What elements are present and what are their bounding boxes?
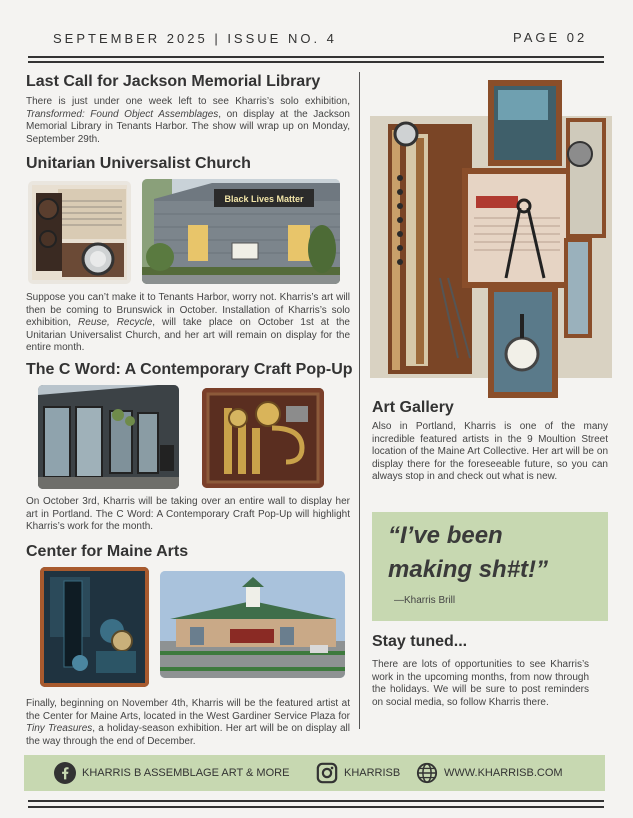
clock-assemblage-photo — [28, 181, 131, 284]
center-for-maine-arts-photo — [160, 571, 345, 678]
steampunk-assemblage-photo — [202, 388, 324, 488]
uu-paragraph: Suppose you can’t make it to Tenants Harbor, worry not. Kharris’s art will then be coming to Brunswick in October. Installation of Kharris’s solo exhibition, Reuse, Recycle, will take place on October 1st at the Unitarian Universalist Church, and her art will remain on display for the entire month. — [26, 292, 350, 354]
facebook-label: KHARRIS B ASSEMBLAGE ART & MORE — [82, 767, 290, 779]
website-link[interactable] — [416, 762, 563, 784]
quote-attribution: —Kharris Brill — [394, 595, 456, 606]
library-paragraph: There is just under one week left to see Kharris’s solo exhibition, Transformed: Found Object Assemblages, on display at the Jackson Memorial Library in Tenants Harbor. The show will wrap up on Monday, September 29th. — [26, 96, 350, 145]
blue-assemblage-photo — [40, 567, 149, 687]
stay-heading: Stay tuned... — [372, 633, 468, 650]
uu-church-photo — [142, 179, 340, 284]
facebook-icon — [54, 762, 76, 784]
quote-line-2: making sh#t!” — [388, 556, 549, 583]
gallery-paragraph: Also in Portland, Kharris is one of the many incredible featured artists in the 9 Moultion Street location of the Maine Art Collective. Her art will be on display there for the foreseeable future, so you can always stop in and check out what is new. — [372, 421, 608, 483]
gallery-heading: Art Gallery — [372, 399, 454, 416]
column-divider — [359, 72, 360, 729]
library-heading: Last Call for Jackson Memorial Library — [26, 73, 321, 90]
uu-heading: Unitarian Universalist Church — [26, 155, 251, 172]
instagram-label: KHARRISB — [344, 767, 401, 779]
globe-icon — [416, 762, 438, 784]
footer-rule-top — [28, 800, 604, 802]
instagram-icon — [316, 762, 338, 784]
cword-heading: The C Word: A Contemporary Craft Pop-Up — [26, 361, 353, 378]
blm-sign-text: Black Lives Matter — [224, 194, 304, 204]
storefront-photo — [38, 385, 179, 489]
footer-rule-bottom — [28, 806, 604, 808]
header-rule-bottom — [28, 61, 604, 63]
cma-paragraph: Finally, beginning on November 4th, Kharris will be the featured artist at the Center for Maine Arts, located in the West Gardiner Service Plaza for Tiny Treasures, a holiday-season exhibition. Her art will be on display all the way through the end of December. — [26, 698, 350, 747]
quote-box — [372, 512, 608, 621]
header-rule-top — [28, 56, 604, 58]
facebook-link[interactable] — [54, 762, 289, 784]
page-number: PAGE 02 — [513, 30, 588, 45]
stay-paragraph: There are lots of opportunities to see Kharris’s work in the upcoming months, from now through the holidays. We will be sure to post reminders on social media, so follow Kharris there. — [372, 659, 589, 708]
cma-heading: Center for Maine Arts — [26, 543, 189, 560]
cword-paragraph: On October 3rd, Kharris will be taking over an entire wall to display her art in Portland. The C Word: A Contemporary Craft Pop-Up will highlight Kharris’s work for the month. — [26, 496, 350, 533]
website-label: WWW.KHARRISB.COM — [444, 767, 563, 779]
frames-assemblage-photo — [370, 78, 612, 398]
instagram-link[interactable] — [316, 762, 400, 784]
issue-line: SEPTEMBER 2025 | ISSUE NO. 4 — [53, 31, 337, 46]
quote-line-1: “I’ve been — [388, 522, 503, 549]
